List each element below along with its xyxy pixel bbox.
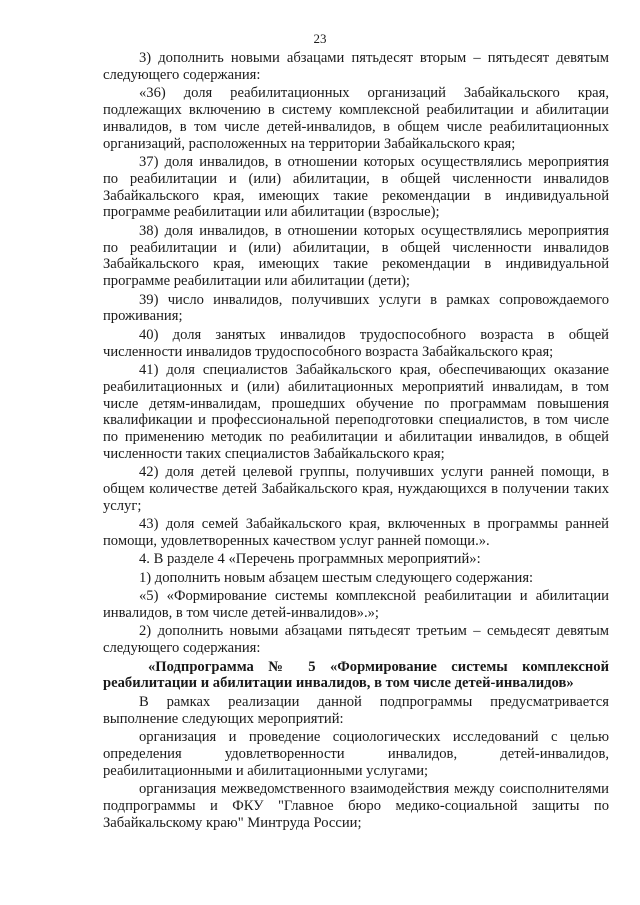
paragraph-item-42: 42) доля детей целевой группы, получивших услуги ранней помощи, в общем количестве детей Забайкальского края, нуждающихся в получении таких услуг; xyxy=(103,464,609,514)
paragraph-item-38: 38) доля инвалидов, в отношении которых осуществлялись мероприятия по реабилитации и (или) абилитации, в общей численности инвалидов Забайкальского края, имеющих такие рекомендации в индивидуальной программе реабилитации или абилитации (дети); xyxy=(103,222,609,290)
paragraph-amendment-3: 3) дополнить новыми абзацами пятьдесят вторым – пятьдесят девятым следующего содержания: xyxy=(103,50,609,83)
paragraph-section-4: 4. В разделе 4 «Перечень программных мероприятий»: xyxy=(139,551,481,568)
paragraph-item-36: «36) доля реабилитационных организаций Забайкальского края, подлежащих включению в систему комплексной реабилитации и абилитации инвалидов, в том числе детей-инвалидов, в общем числе реабилитационных организаций, расположенных на территории Забайкальского края; xyxy=(103,85,609,152)
document-body xyxy=(103,50,609,833)
paragraph-item-39: 39) число инвалидов, получивших услуги в рамках сопровождаемого проживания; xyxy=(103,291,609,325)
paragraph-subprogram-intro: В рамках реализации данной подпрограммы предусматривается выполнение следующих мероприятий: xyxy=(103,693,609,727)
paragraph-amendment-1: 1) дополнить новым абзацем шестым следующего содержания: xyxy=(139,569,534,586)
paragraph-item-40: 40) доля занятых инвалидов трудоспособного возраста в общей численности инвалидов трудоспособного возраста Забайкальского края; xyxy=(103,326,609,360)
paragraph-item-43: 43) доля семей Забайкальского края, включенных в программы ранней помощи, удовлетворенных качеством услуг ранней помощи.». xyxy=(103,516,609,550)
paragraph-amendment-2: 2) дополнить новыми абзацами пятьдесят третьим – семьдесят девятым следующего содержания: xyxy=(103,623,609,657)
subprogram-5-heading: «Подпрограмма № 5 «Формирование системы комплексной реабилитации и абилитации инвалидов, в том числе детей-инвалидов» xyxy=(103,658,609,692)
paragraph-item-41: 41) доля специалистов Забайкальского края, обеспечивающих оказание реабилитационных и (или) абилитационных мероприятий инвалидам, в том числе детям-инвалидам, прошедших обучение по программам повышения квалификации и профессиональной переподготовки специалистов, в том числе по применению методик по реабилитации и абилитации инвалидов, в общей численности таких специалистов Забайкальского края; xyxy=(103,361,609,462)
paragraph-measure-survey: организация и проведение социологических исследований с целью определения удовлетворенности инвалидов, детей-инвалидов, реабилитационными и абилитационными услугами; xyxy=(103,728,609,779)
paragraph-item-37: 37) доля инвалидов, в отношении которых осуществлялись мероприятия по реабилитации и (или) абилитации, в общей численности инвалидов Забайкальского края, имеющих такие рекомендации в индивидуальной программе реабилитации или абилитации (взрослые); xyxy=(103,153,609,221)
paragraph-item-5-quote: «5) «Формирование системы комплексной реабилитации и абилитации инвалидов, в том числе детей-инвалидов».»; xyxy=(103,588,609,622)
paragraph-measure-interagency: организация межведомственного взаимодействия между соисполнителями подпрограммы и ФКУ "Главное бюро медико-социальной защиты по Забайкальскому краю" Минтруда России; xyxy=(103,780,609,831)
page-number: 23 xyxy=(313,31,327,46)
